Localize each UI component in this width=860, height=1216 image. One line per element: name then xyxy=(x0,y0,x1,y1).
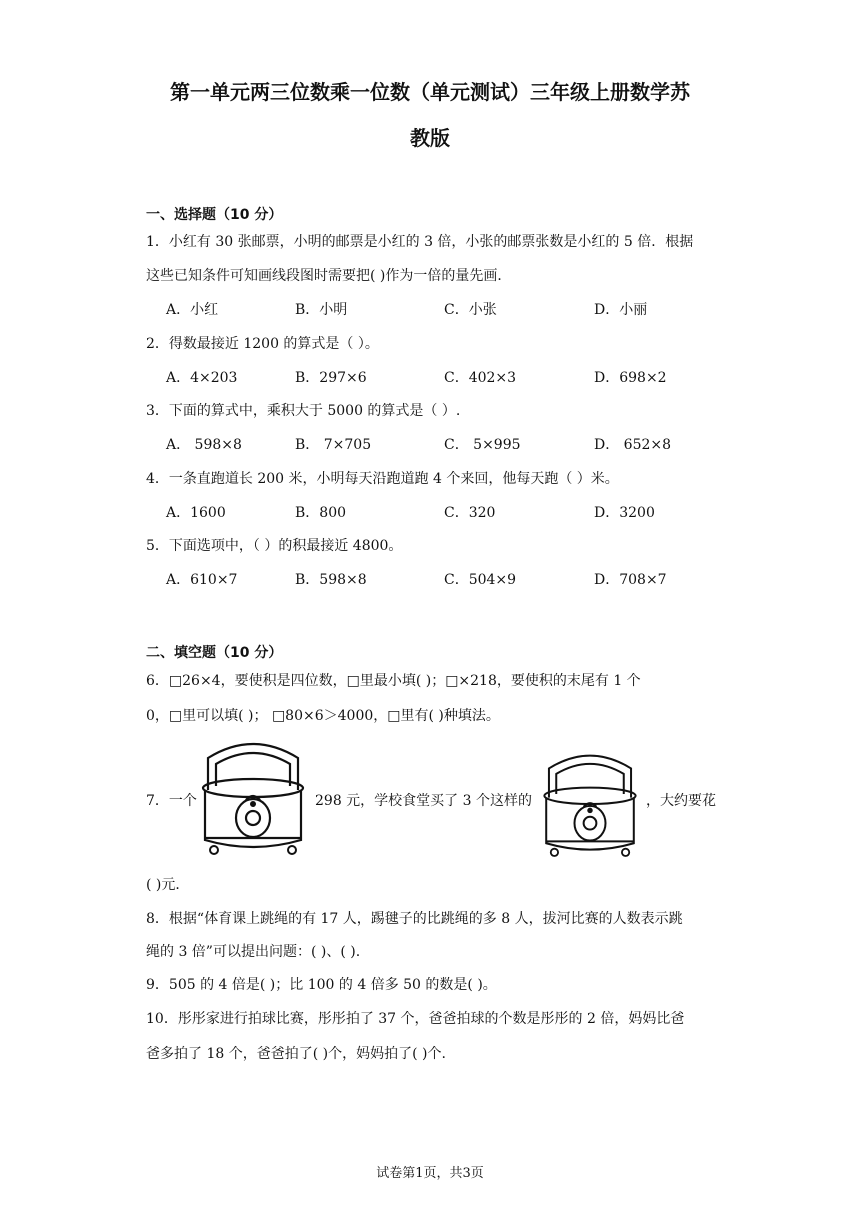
q4-option-c: C．320 xyxy=(444,505,496,521)
q3-option-a: A． 598×8 xyxy=(166,437,242,453)
section-heading-choice: 一、选择题（10 分） xyxy=(146,207,283,223)
q3-option-c: C． 5×995 xyxy=(444,437,521,453)
section-heading-fill: 二、填空题（10 分） xyxy=(146,645,283,661)
q5-option-b: B．598×8 xyxy=(295,572,367,588)
q5-option-c: C．504×9 xyxy=(444,572,517,588)
question-8-line2: 绳的 3 倍”可以提出问题：( )、( ). xyxy=(146,944,361,960)
q2-option-c: C．402×3 xyxy=(444,370,517,386)
page-footer: 试卷第1页，共3页 xyxy=(376,1166,484,1181)
q1-option-d: D．小丽 xyxy=(594,302,648,318)
question-7-middle: 298 元，学校食堂买了 3 个这样的 xyxy=(315,793,532,809)
q5-option-d: D．708×7 xyxy=(594,572,667,588)
q3-option-b: B． 7×705 xyxy=(295,437,372,453)
question-7-line2: ( )元． xyxy=(146,877,190,893)
question-4-text: 4．一条直跑道长 200 米，小明每天沿跑道跑 4 个来回，他每天跑（ ）米。 xyxy=(146,471,619,487)
question-5-text: 5．下面选项中，（ ）的积最接近 4800。 xyxy=(146,538,403,554)
page-title-line1: 第一单元两三位数乘一位数（单元测试）三年级上册数学苏 xyxy=(170,80,690,104)
q4-option-b: B．800 xyxy=(295,505,347,521)
q3-option-d: D． 652×8 xyxy=(594,437,672,453)
q1-option-b: B．小明 xyxy=(295,302,348,318)
question-1-line2: 这些已知条件可知画线段图时需要把( )作为一倍的量先画． xyxy=(146,268,512,284)
question-10-line1: 10．彤彤家进行拍球比赛，彤彤拍了 37 个，爸爸拍球的个数是彤彤的 2 倍，妈妈比爸 xyxy=(146,1011,685,1027)
q5-option-a: A．610×7 xyxy=(166,572,238,588)
q2-option-d: D．698×2 xyxy=(594,370,667,386)
q2-option-b: B．297×6 xyxy=(295,370,367,386)
question-1-line1: 1．小红有 30 张邮票，小明的邮票是小红的 3 倍，小张的邮票张数是小红的 5 倍．根据 xyxy=(146,234,694,250)
rice-cooker-image xyxy=(538,748,642,860)
rice-cooker-image xyxy=(196,738,310,856)
q2-option-a: A．4×203 xyxy=(166,370,238,386)
question-7-suffix: ，大约要花 xyxy=(646,793,716,809)
q4-option-a: A．1600 xyxy=(166,505,226,521)
question-9-text: 9．505 的 4 倍是( )；比 100 的 4 倍多 50 的数是( )。 xyxy=(146,977,497,993)
question-7-prefix: 7．一个 xyxy=(146,793,197,809)
question-10-line2: 爸多拍了 18 个，爸爸拍了( )个，妈妈拍了( )个. xyxy=(146,1046,446,1062)
question-6-line1: 6．□26×4，要使积是四位数，□里最小填( )；□×218，要使积的末尾有 1 个 xyxy=(146,673,641,689)
q1-option-a: A．小红 xyxy=(166,302,219,318)
question-2-text: 2．得数最接近 1200 的算式是（ ）。 xyxy=(146,336,379,352)
question-3-text: 3．下面的算式中，乘积大于 5000 的算式是（ ）. xyxy=(146,403,461,419)
q1-option-c: C．小张 xyxy=(444,302,497,318)
question-6-line2: 0，□里可以填( )； □80×6＞4000，□里有( )种填法。 xyxy=(146,708,500,724)
q4-option-d: D．3200 xyxy=(594,505,655,521)
question-8-line1: 8．根据“体育课上跳绳的有 17 人，踢毽子的比跳绳的多 8 人，拔河比赛的人数表示跳 xyxy=(146,911,683,927)
page-title-line2: 教版 xyxy=(410,126,450,150)
